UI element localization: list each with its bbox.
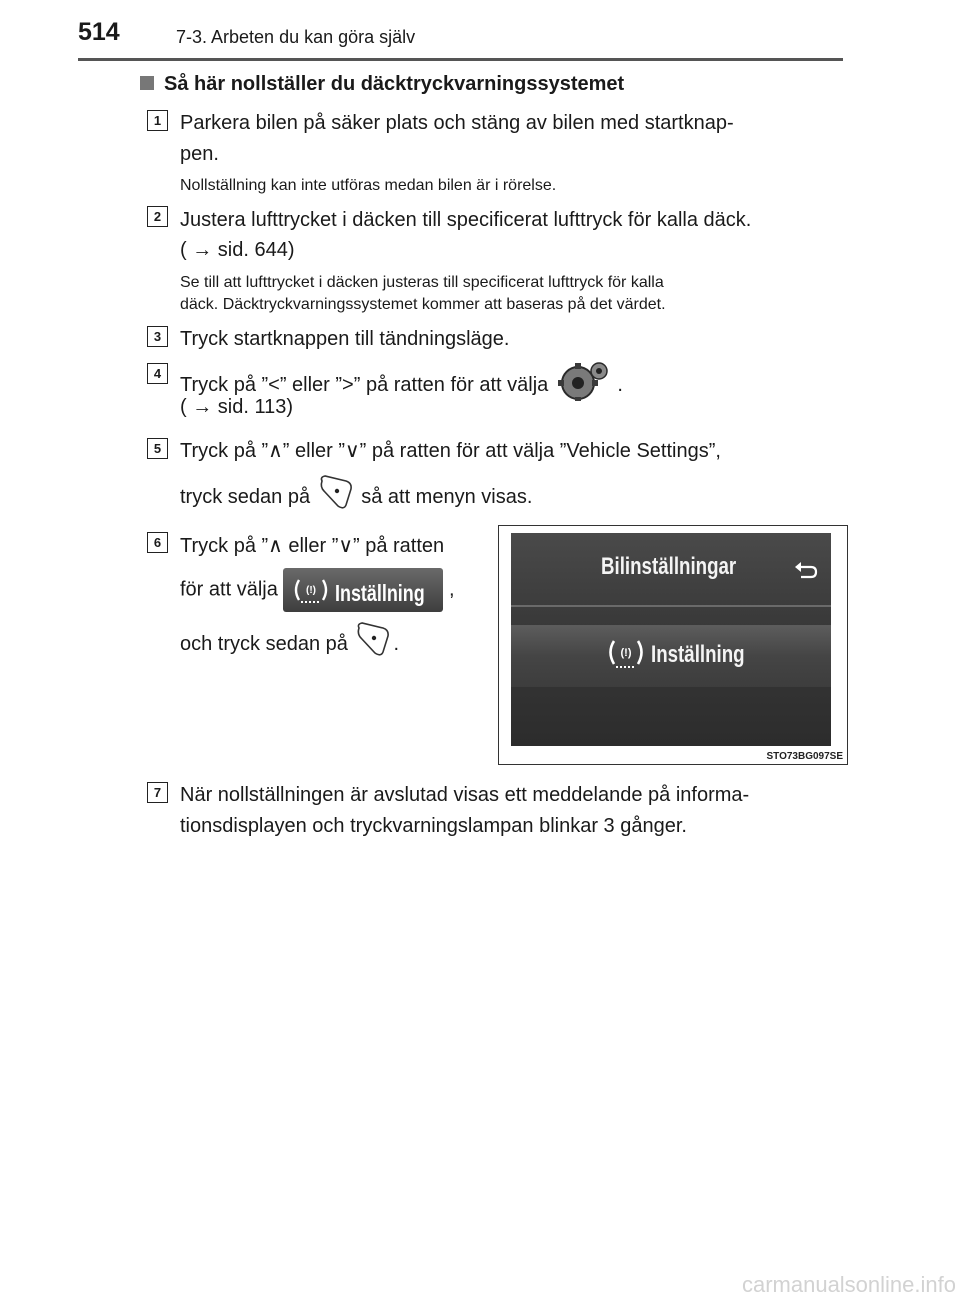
step-text [180,434,840,468]
note-line: Se till att lufttrycket i däcken justeras till specificerat lufttryck för kalla [180,274,664,291]
watermark: carmanualsonline.info [741,1272,956,1297]
step-line: tryck sedan på [180,485,311,508]
step-number: 4 [147,363,168,384]
step-text [180,620,480,669]
screen-menu-item: Inställning [651,641,745,668]
step-text [180,809,840,843]
back-arrow-icon [793,561,819,581]
step-note: Nollställning kan inte utföras medan bilen är i rörelse. [180,177,557,194]
section-title: Så här nollställer du däcktryckvarningssystemet [164,73,625,95]
step-note [180,273,840,293]
installning-button-image [283,568,443,612]
step-line: Justera lufttrycket i däcken till specificerat lufttryck för kalla däck. [180,209,752,231]
pill-label: Inställning [335,580,426,606]
step-text [180,203,840,237]
step-text [180,568,490,612]
step-number: 7 [147,782,168,803]
step-text [180,233,840,267]
chapter-title: 7-3. Arbeten du kan göra själv [176,27,416,47]
step-number: 3 [147,326,168,347]
header-rule [78,58,843,61]
step-line: pen. [180,143,219,165]
svg-text:(!): (!) [306,585,317,596]
step-line: Parkera bilen på säker plats och stäng av bilen med startknap- [180,112,734,134]
step-number: 2 [147,206,168,227]
step-number: 6 [147,532,168,553]
step-line: så att menyn visas. [361,485,533,508]
figure-code: STO73BG097SE [766,751,843,762]
step-line: . [617,373,623,396]
step-note [180,295,840,315]
step-text [180,106,840,140]
screen-figure [498,525,848,765]
step-line: . [393,632,399,655]
step-number: 5 [147,438,168,459]
step-text [180,778,840,812]
display-screen [511,533,831,746]
step-line: När nollställningen är avslutad visas ett meddelande på informa- [180,784,750,806]
step-number: 1 [147,110,168,131]
step-line: , [448,578,455,601]
step-line: Tryck på ”<” eller ”>” på ratten för att välja [180,373,549,396]
tpms-icon [291,576,331,604]
step-line: ( → sid. 644) [180,239,295,261]
step-line: för att välja [180,578,278,601]
screen-title: Bilinställningar [601,553,737,580]
section-heading [140,73,624,96]
tpms-icon [605,637,647,669]
step-text: Tryck startknappen till tändningsläge. [180,328,510,350]
svg-text:(!): (!) [620,647,632,659]
ok-button-icon [316,473,356,522]
note-line: däck. Däcktryckvarningssystemet kommer att baseras på det värdet. [180,296,666,313]
step-line: tionsdisplayen och tryckvarningslampan blinkar 3 gånger. [180,815,687,837]
step-line: och tryck sedan på [180,632,348,655]
ok-button-icon [353,620,393,669]
step-line: ( → sid. 113) [180,396,293,418]
bullet-square-icon [140,76,154,90]
step-text [180,137,840,171]
step-text [180,390,840,424]
screen-divider [511,605,831,607]
step-line: Tryck på ”∧” eller ”∨” på ratten för att välja ”Vehicle Settings”, [180,440,721,462]
step-text: Tryck på ”∧ eller ”∨” på ratten [180,535,445,557]
step-text [180,473,840,522]
page-number: 514 [78,18,120,46]
